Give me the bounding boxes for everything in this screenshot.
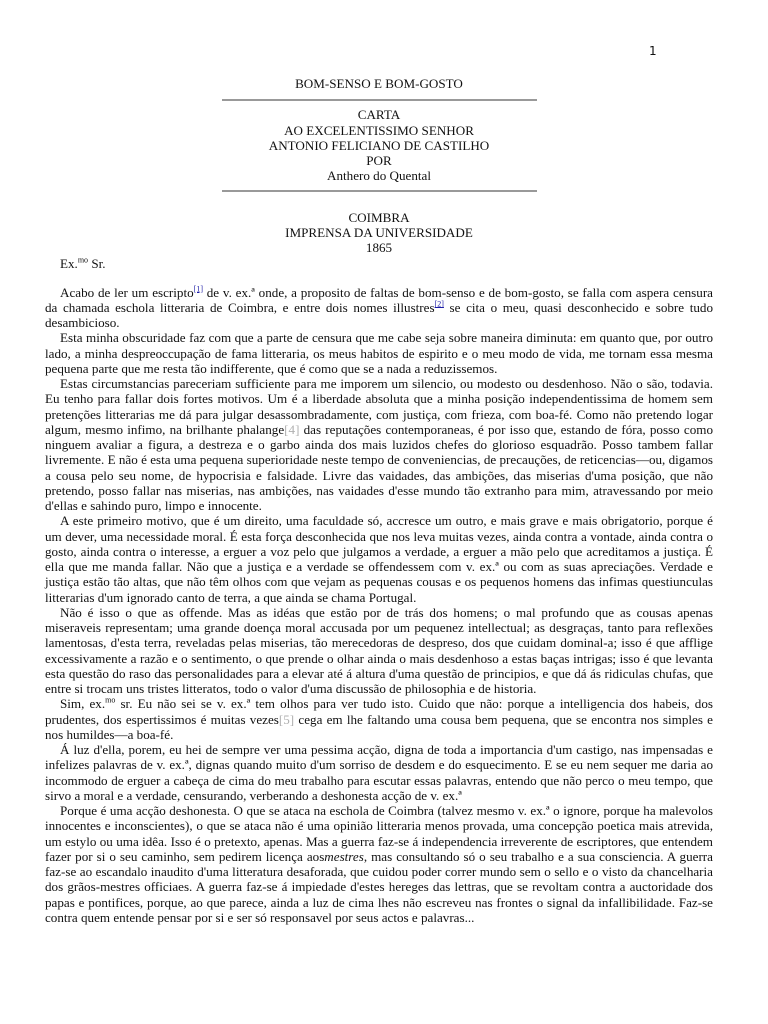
- subtitle-line: ANTONIO FELICIANO DE CASTILHO: [268, 137, 490, 153]
- footnote-link-2[interactable]: [2]: [434, 299, 444, 309]
- document-body: [45, 76, 713, 925]
- paragraph-4: A este primeiro motivo, que é um direito, uma faculdade só, accresce um outro, e mais grave e mais obrigatorio, porque é um dever, uma necessidade moral. É esta força desconhecida que nos leva muitas vezes, ainda contra a vontade, ainda contra o gosto, ainda contra o interesse, a erguer a voz pelo que julgamos a verdade, a erguer a mão pelo que acreditamos a justiça. É ella que me manda fallar. Não que a justiça e a verdade se offendessem com v. ex.ª ou com as suas apreciações. Verdade e justiça estão tão altas, que não têm olhos com que vejam as pequenas cousas e os pequenos homens das infimas questiunculas litterarias d'um ignorado canto de terra, a que ainda se chama Portugal.: [45, 513, 713, 605]
- subtitle-line: POR: [366, 153, 392, 168]
- book-title: BOM-SENSO E BOM-GOSTO: [295, 76, 463, 91]
- subtitle-block: [45, 107, 713, 183]
- paragraph-3: Estas circumstancias pareceriam sufficiente para me imporem um silencio, ou modesto ou desdenhoso. Não o são, todavia. Eu tenho para fallar dois fortes motivos. Um é a liberdade absoluta que a minha posição independentissima de homem sem pretenções litterarias me dá para julgar desassombradamente, com justiça, com frieza, com boa-fé. Como não pretendo logar algum, mesmo infimo, na brilhante phalange[4] das reputações contemporaneas, é por isso que, estando de fóra, posso como ninguem avaliar a figura, a destreza e o garbo ainda dos mais luzidos chefes do glorioso esquadrão. Posso tambem fallar livremente. E não é esta uma pequena superioridade neste tempo de conveniencias, de precauções, de reticencias—ou, digamos a cousa pelo seu nome, de hypocrisia e falsidade. Livre das vaidades, das ambições, das miserias d'uma posição, que não pretendo, posso fallar nas miserias, nas ambições, nas vaidades d'esse mundo tão extranho para mim, atravessando por meio d'ellas e sahindo puro, limpo e innocente.: [45, 376, 714, 513]
- page-marker: [5]: [278, 711, 295, 727]
- paragraph-1: Acabo de ler um escripto[1] de v. ex.ª onde, a proposito de faltas de bom-senso e de bom-gosto, se falla com aspera censura da chamada eschola litteraria de Coimbra, e entre dois nomes illustres[2] se cita o meu, quasi desconhecido e sobre tudo desambicioso.: [45, 284, 714, 330]
- imprint-city: COIMBRA: [348, 209, 410, 225]
- imprint-year: 1865: [365, 240, 393, 255]
- footnote-link-1[interactable]: [1]: [193, 284, 203, 294]
- paragraph-8: Porque é uma acção deshonesta. O que se ataca na eschola de Coimbra (talvez mesmo v. ex.ª o ignore, porque ha malevolos innocentes e inconscientes), o que se ataca não é uma opinião litteraria menos provada, uma concepção poetica mais atrevida, um estylo ou uma idêa. Isso é o pretexto, apenas. Mas a guerra faz-se á independencia irreverente de escriptores, que entendem fazer por si o seu caminho, sem pedirem licença aosmestres, mas consultando só o seu trabalho e a sua consciencia. A guerra faz-se ao escandalo inaudito d'uma litteratura desaforada, que cuidou poder correr mundo sem o sello e o visto da chancelharia dos grãos-mestres officiaes. A guerra faz-se á impiedade d'estes hereges das lettras, que se revoltam contra a auctoridade dos papas e pontifices, porque, ao que parece, ainda a luz de cima lhes não escreveu nas frontes o signal da infallibilidade. Faz-se contra quem entende pensar por si e ser só responsavel por seus actos e palavras...: [45, 803, 713, 925]
- imprint-publisher: IMPRENSA DA UNIVERSIDADE: [285, 224, 473, 240]
- subtitle-line: CARTA: [357, 107, 401, 123]
- author-name: Anthero do Quental: [327, 168, 431, 184]
- title-rule-bottom: [222, 190, 537, 192]
- paragraph-6: Sim, ex.$^{mo}$ sr. Eu não sei se v. ex.ª tem olhos para ver tudo isto. Cuido que não: porque a intelligencia dos habeis, dos prudentes, dos espertissimos é muitas vezes[5] cega em lhe faltando uma cousa bem pequena, que se encontra nos simples e nos humildes—a boa-fé.: [45, 695, 713, 742]
- paragraph-5: Não é isso o que as offende. Mas as idéas que estão por de trás dos homens; o mal profundo que as cousas apenas miseraveis representam; uma grande doença moral accusada por um pequenez intellectual; as desgraças, tanto para reflexões lamentosas, d'esta terra, reveladas pelas miserias, tão merecedoras de despreso, dos que cuidam dominal-a; isso é que afflige excessivamente a razão e o sentimento, o que prende o olhar ainda o mais desdenhoso a estas baças intrigas; isso é que levanta esta questão do raso das personalidades para a elevar até á altura d'uma questão de principios, e que dá ás ridiculas chufas, que entre si trocam uns tristes litteratos, todo o valor d'uma discussão de philosophia e de historia.: [45, 604, 713, 696]
- page-marker: [4]: [284, 421, 300, 437]
- imprint-block: [45, 210, 713, 256]
- salutation: Ex.$^{mo}$ Sr.: [60, 255, 106, 272]
- paragraph-7: Á luz d'ella, porem, eu hei de sempre ver uma pessima acção, digna de toda a importancia d'um castigo, nas impensadas e infelizes palavras de v. ex.ª, dignas quando muito d'um sorriso de desdem e do esquecimento. E se eu nem sequer me daria ao incommodo de erguer a cabeça de cima do meu trabalho para escutar essas palavras, entendo que não perco o meu tempo, que sirvo a moral e a verdade, censurando, verberando a deshonesta acção de v. ex.ª: [45, 742, 713, 803]
- title-rule-top: [222, 99, 537, 101]
- paragraph-2: Esta minha obscuridade faz com que a parte de censura que me cabe seja sobre maneira diminuta: em quanto que, por outro lado, a minha despreoccupação de fama litteraria, os meus habitos de espirito e o meu modo de vida, me tornam essa mesma pequena parte que me resta tão indifferente, que é como que se a nada a reduzissemos.: [45, 330, 713, 376]
- subtitle-line: AO EXCELENTISSIMO SENHOR: [284, 122, 474, 138]
- page-number: 1: [649, 44, 657, 58]
